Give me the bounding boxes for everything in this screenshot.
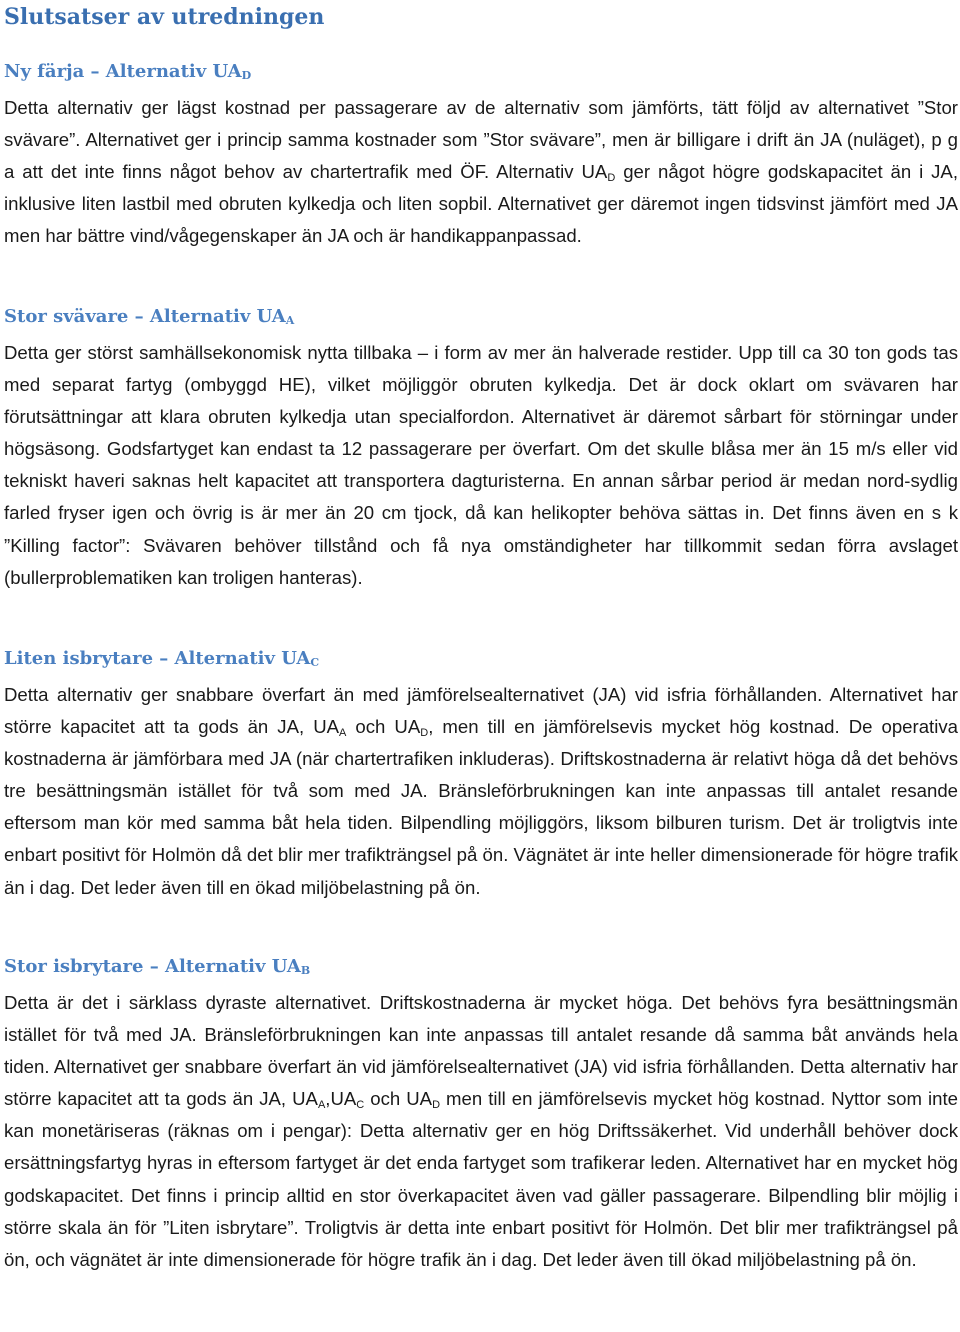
heading-text: Stor isbrytare – Alternativ UA bbox=[4, 956, 301, 977]
paragraph-subscript: D bbox=[432, 1099, 441, 1112]
heading-text: Liten isbrytare – Alternativ UA bbox=[4, 648, 311, 669]
section-stor-isbrytare bbox=[4, 953, 958, 1276]
heading-subscript: A bbox=[285, 314, 295, 327]
heading-subscript: D bbox=[241, 69, 252, 82]
paragraph-subscript: D bbox=[420, 727, 429, 740]
paragraph-text: men till en jämförelsevis mycket hög kostnad. Nyttor som inte kan monetäriseras (räknas om i pengar): Detta alternativ ger en hög Driftssäkerhet. Vid underhåll behöver dock ersättningsfartyg hyras in eftersom fartyget är det enda fartyget som trafikerar leden. Alternativet har en mycket hög godskapacitet. Det finns i princip alltid en stor överkapacitet även vad gäller passagerare. Bilpendling blir möjlig i större skala än för ”Liten isbrytare”. Troligtvis är detta inte enbart positivt för Holmön. Det blir mer trafikträngsel på ön, och vägnätet är inte dimensionerade för högre trafik än i dag. Det leder även till ökad miljöbelastning på ön. bbox=[4, 1088, 958, 1270]
section-paragraph bbox=[4, 337, 958, 594]
paragraph-text: ger något högre godskapacitet än i JA, inklusive liten lastbil med obruten kylkedja och liten sopbil. Alternativet ger däremot ingen tidsvinst jämfört med JA men har bättre vind/vågegenskaper än JA och är handikappanpassad. bbox=[4, 161, 958, 247]
paragraph-text: Detta ger störst samhällsekonomisk nytta tillbaka – i form av mer än halverade restider. Upp till ca 30 ton gods tas med separat fartyg (ombyggd HE), vilket möjliggör obruten kylkedja. Det är dock oklart om svävaren har förutsättningar att klara obruten kylkedja utan specialfordon. Alternativet är däremot sårbart för störningar under högsäsong. Godsfartyget kan endast ta 12 passagerare per överfart. Om det skulle blåsa mer än 15 m/s eller vid tekniskt haveri saknas helt kapacitet att transportera dagturisterna. En annan sårbar period är medan nord-sydlig farled fryser igen och övrig is är mer än 20 cm tjock, då kan helikopter behöva sättas in. Det finns även en s k ”Killing factor”: Svävaren behöver tillstånd och få nya omständigheter har tillkommit sedan förra avslaget (bullerproblematiken kan troligen hanteras). bbox=[4, 342, 958, 588]
paragraph-text: och UA bbox=[364, 1088, 433, 1110]
section-stor-svavare bbox=[4, 303, 958, 594]
heading-text: Ny färja – Alternativ UA bbox=[4, 61, 242, 82]
section-paragraph bbox=[4, 679, 958, 904]
section-heading bbox=[4, 303, 958, 335]
section-heading bbox=[4, 645, 958, 677]
paragraph-text: ,UA bbox=[325, 1088, 357, 1110]
section-paragraph bbox=[4, 92, 958, 252]
paragraph-subscript: A bbox=[317, 1099, 326, 1112]
heading-text: Stor svävare – Alternativ UA bbox=[4, 306, 286, 327]
paragraph-subscript: C bbox=[356, 1099, 365, 1112]
paragraph-text: Detta är det i särklass dyraste alternativet. Driftskostnaderna är mycket höga. Det behövs fyra besättningsmän istället för två med JA. Bränsleförbrukningen kan inte anpassas till antalet resande då samma båt används hela tiden. Alternativet ger snabbare överfart än vid jämförelsealternativet (JA) vid isfria förhållanden. Detta alternativ har större kapacitet att ta gods än JA, UA bbox=[4, 992, 958, 1110]
paragraph-text: Detta alternativ ger snabbare överfart än med jämförelsealternativet (JA) vid isfria förhållanden. Alternativet har större kapacitet att ta gods än JA, UA bbox=[4, 684, 958, 738]
paragraph-subscript: A bbox=[339, 727, 347, 740]
section-paragraph bbox=[4, 987, 958, 1276]
paragraph-text: och UA bbox=[346, 716, 421, 738]
heading-subscript: C bbox=[310, 656, 320, 669]
section-heading bbox=[4, 58, 958, 90]
paragraph-text: Detta alternativ ger lägst kostnad per passagerare av de alternativ som jämförts, tätt följd av alternativet ”Stor svävare”. Alternativet ger i princip samma kostnader som ”Stor svävare”, men är billigare i drift än JA (nuläget), p g a att det inte finns något behov av chartertrafik med ÖF. Alternativ UA bbox=[4, 97, 958, 183]
section-ny-farja bbox=[4, 58, 958, 252]
page-title: Slutsatser av utredningen bbox=[4, 4, 325, 30]
section-heading bbox=[4, 953, 958, 985]
section-liten-isbrytare bbox=[4, 645, 958, 904]
paragraph-subscript: D bbox=[607, 172, 616, 185]
heading-subscript: B bbox=[300, 964, 311, 977]
paragraph-text: , men till en jämförelsevis mycket hög kostnad. De operativa kostnaderna är jämförbara med JA (när chartertrafiken inkluderas). Driftskostnaderna är relativt höga då det behövs tre besättningsmän istället för två som med JA. Bränsleförbrukningen kan inte anpassas till antalet resande eftersom man kör med samma båt hela tiden. Bilpendling möjliggörs, liksom bilburen turism. Det är troligtvis inte enbart positivt för Holmön då det blir mer trafikträngsel på ön. Vägnätet är inte heller dimensionerade för högre trafik än i dag. Det leder även till en ökad miljöbelastning på ön. bbox=[4, 716, 958, 898]
